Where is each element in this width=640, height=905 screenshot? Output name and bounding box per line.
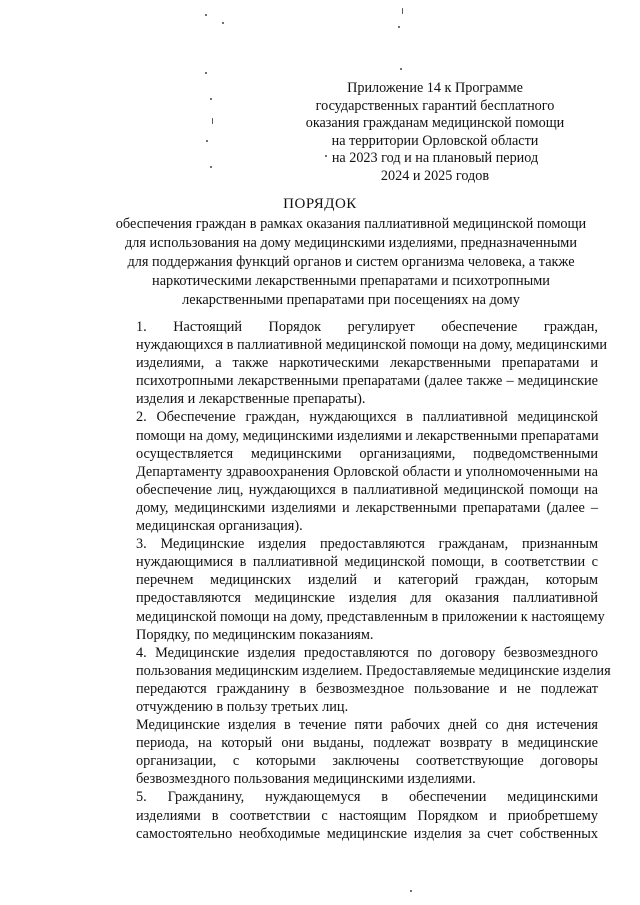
- paragraph-line: обеспечение лиц, нуждающихся в паллиативной медицинской помощи на: [136, 481, 598, 498]
- subtitle-line: обеспечения граждан в рамках оказания паллиативной медицинской помощи: [115, 216, 587, 232]
- scan-speck: [398, 26, 400, 28]
- paragraph-line: самостоятельно необходимые медицинские изделия за счет собственных: [136, 825, 598, 842]
- paragraph-5: [98, 788, 598, 842]
- subtitle-line: лекарственными препаратами при посещениях на дому: [182, 292, 520, 308]
- paragraph-line: осуществляется медицинскими организациями, подведомственными: [136, 445, 598, 462]
- paragraph-4-continued: [98, 716, 598, 788]
- paragraph-line: Порядку, по медицинским показаниям.: [136, 626, 374, 643]
- paragraph-line: передаются гражданину в безвозмездное пользование и не подлежат: [136, 680, 598, 697]
- scan-speck: [210, 98, 212, 100]
- paragraph-line: 2. Обеспечение граждан, нуждающихся в паллиативной медицинской: [136, 409, 598, 426]
- paragraph-line: медицинская организация).: [136, 518, 303, 535]
- scan-speck: [205, 14, 207, 16]
- scan-speck: [210, 166, 212, 168]
- paragraph-line: медицинской помощи на дому, представленным в приложении к настоящему: [136, 608, 605, 625]
- paragraph-line: 4. Медицинские изделия предоставляются по договору безвозмездного: [136, 644, 598, 661]
- document-title: ПОРЯДОК: [283, 196, 357, 212]
- paragraph-line: дому, медицинскими изделиями и лекарственными препаратами (далее –: [136, 499, 598, 516]
- paragraph-line: 5. Гражданину, нуждающемуся в обеспечении медицинскими: [136, 789, 598, 806]
- paragraph-line: пользования медицинским изделием. Предоставляемые медицинские изделия: [136, 662, 611, 679]
- paragraph-line: помощи на дому, медицинскими изделиями и лекарственными препаратами: [136, 427, 599, 444]
- paragraph-line: периода, на который они выданы, подлежат возврату в медицинские: [136, 735, 598, 752]
- appendix-note: [300, 80, 570, 186]
- paragraph-2: [98, 408, 598, 535]
- paragraph-line: нуждающихся в паллиативной медицинской помощи на дому, медицинскими: [136, 337, 608, 354]
- scan-speck: [410, 890, 412, 892]
- paragraph-line: психотропными лекарственными препаратами (далее также – медицинские: [136, 373, 598, 390]
- paragraph-line: перечнем медицинских изделий и категорий граждан, которым: [136, 572, 598, 589]
- paragraph-line: 1. Настоящий Порядок регулирует обеспечение граждан,: [136, 319, 598, 335]
- paragraph-line: Медицинские изделия в течение пяти рабочих дней со дня истечения: [136, 717, 598, 734]
- scan-speck: [222, 22, 224, 24]
- scan-speck: [402, 8, 403, 14]
- subtitle-line: для использования на дому медицинскими изделиями, предназначенными: [125, 235, 577, 251]
- appendix-line: на 2023 год и на плановый период: [331, 150, 539, 167]
- paragraph-line: организации, с которыми заключены соответствующие договоры: [136, 753, 598, 770]
- subtitle-line: для поддержания функций органов и систем организма человека, а также: [127, 254, 575, 270]
- paragraph-line: отчуждению в пользу третьих лиц.: [136, 698, 349, 715]
- scan-speck: [400, 68, 402, 70]
- appendix-line: государственных гарантий бесплатного: [315, 97, 555, 114]
- paragraph-line: Департаменту здравоохранения Орловской области и уполномоченными на: [136, 463, 598, 480]
- scan-speck: [205, 72, 207, 74]
- paragraph-line: безвозмездного пользования медицинскими изделиями.: [136, 771, 476, 788]
- document-body: [98, 318, 611, 843]
- subtitle-line: наркотическими лекарственными препаратами и психотропными: [152, 273, 550, 289]
- paragraph-line: нуждающимися в паллиативной медицинской помощи, в соответствии с: [136, 554, 598, 571]
- appendix-line: на территории Орловской области: [331, 132, 539, 149]
- paragraph-line: изделиями, а также наркотическими лекарственными препаратами и: [136, 355, 598, 372]
- scan-speck: [206, 140, 208, 142]
- appendix-line: оказания гражданам медицинской помощи: [305, 115, 565, 132]
- appendix-line: Приложение 14 к Программе: [347, 80, 523, 96]
- paragraph-line: изделиями в соответствии с настоящим Порядком и приобретшему: [136, 807, 598, 824]
- paragraph-line: изделия и лекарственные препараты).: [136, 391, 366, 408]
- paragraph-4: [98, 644, 611, 716]
- document-subtitle: [96, 215, 606, 310]
- paragraph-line: предоставляются медицинские изделия для оказания паллиативной: [136, 590, 598, 607]
- appendix-line: 2024 и 2025 годов: [380, 167, 490, 184]
- paragraph-3: [98, 535, 605, 644]
- paragraph-1: [98, 318, 608, 408]
- scan-speck: [212, 118, 213, 124]
- paragraph-line: 3. Медицинские изделия предоставляются гражданам, признанным: [136, 536, 598, 553]
